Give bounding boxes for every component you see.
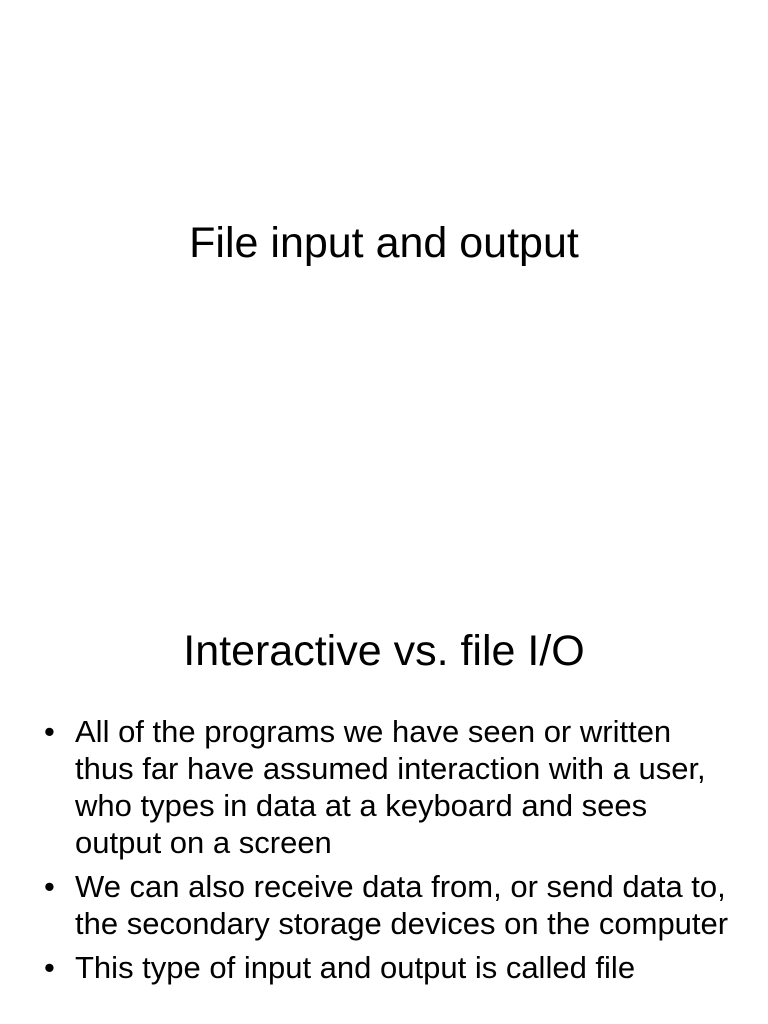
bullet-item [44, 949, 734, 986]
bullet-text: We can also receive data from, or send data to, the secondary storage devices on the computer [75, 869, 729, 941]
slide-2-bullet-list [44, 713, 734, 993]
slide-2-title: Interactive vs. file I/O [183, 627, 585, 675]
bullet-dot-icon: • [44, 950, 55, 985]
slide-1-title: File input and output [189, 219, 579, 267]
bullet-item [44, 868, 734, 942]
bullet-text: All of the programs we have seen or written thus far have assumed interaction with a user, who types in data at a keyboard and sees output on a screen [75, 714, 706, 860]
bullet-dot-icon: • [44, 869, 55, 904]
bullet-text: This type of input and output is called file [75, 950, 636, 985]
bullet-dot-icon: • [44, 714, 55, 749]
bullet-item [44, 713, 734, 861]
